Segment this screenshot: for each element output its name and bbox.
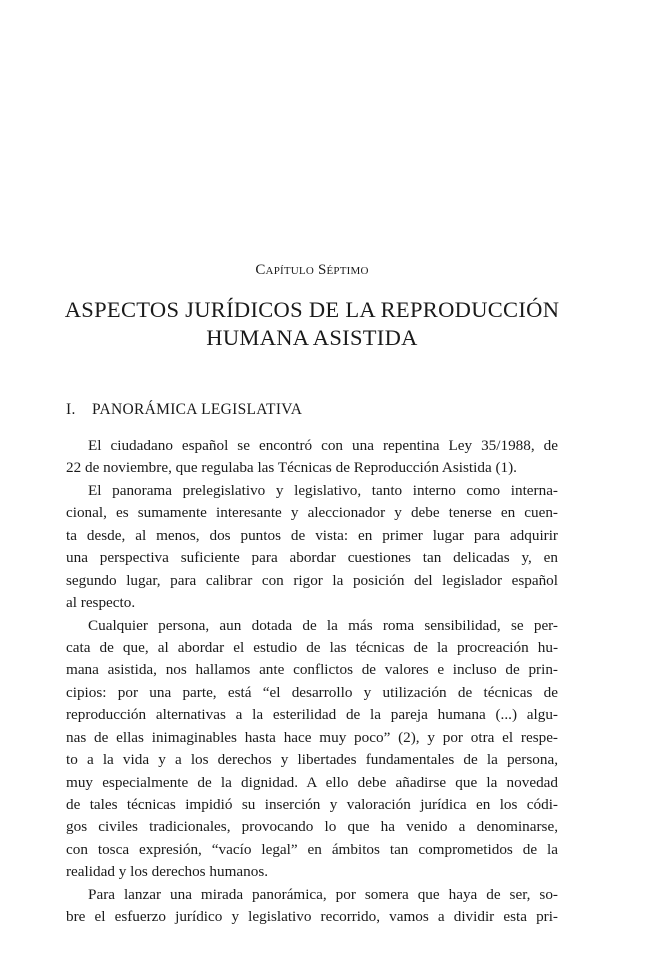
text-line: 22 de noviembre, que regulaba las Técnicas de Reproducción Asistida (1). (66, 459, 517, 477)
text-line: reproducción alternativas a la esterilidad de la pareja humana (...) algu- (66, 706, 558, 724)
body-text (66, 435, 558, 929)
text-line: una perspectiva suficiente para abordar cuestiones tan delicadas y, en (66, 549, 558, 567)
paragraph (66, 615, 558, 884)
paragraph (66, 480, 558, 615)
text-line: bre el esfuerzo jurídico y legislativo recorrido, vamos a dividir esta pri- (66, 908, 558, 926)
text-line: gos civiles tradicionales, provocando lo que ha venido a denominarse, (66, 818, 558, 836)
text-line: cata de que, al abordar el estudio de las técnicas de la procreación hu- (66, 638, 558, 656)
text-line: El ciudadano español se encontró con una repentina Ley 35/1988, de (88, 437, 558, 454)
chapter-title-line: ASPECTOS JURÍDICOS DE LA REPRODUCCIÓN (64, 297, 560, 322)
text-line: Para lanzar una mirada panorámica, por somera que haya de ser, so- (88, 885, 558, 903)
text-line: cional, es sumamente interesante y aleccionador y debe tenerse en cuen- (66, 504, 558, 522)
text-line: al respecto. (66, 594, 136, 612)
text-line: nas de ellas inimaginables hasta hace muy poco” (2), y por otra el respe- (66, 728, 558, 746)
paragraph (66, 435, 558, 480)
text-line: de tales técnicas impidió su inserción y valoración jurídica en los códi- (66, 796, 558, 813)
text-line: to a la vida y a los derechos y libertades fundamentales de la persona, (66, 751, 558, 769)
text-line: El panorama prelegislativo y legislativo, tanto interno como interna- (88, 481, 558, 499)
text-line: mana asistida, nos hallamos ante conflictos de valores e incluso de prin- (66, 661, 558, 679)
section-title: PANORÁMICA LEGISLATIVA (92, 401, 303, 418)
text-line: segundo lugar, para calibrar con rigor la posición del legislador español (66, 571, 558, 589)
text-line: muy especialmente de la dignidad. A ello debe añadirse que la novedad (66, 773, 558, 791)
text-line: con tosca expresión, “vacío legal” en ámbitos tan comprometidos de la (66, 840, 558, 858)
text-line: cipios: por una parte, está “el desarrollo y utilización de técnicas de (66, 683, 558, 701)
chapter-title-line: HUMANA ASISTIDA (206, 325, 418, 350)
text-line: realidad y los derechos humanos. (66, 863, 269, 881)
chapter-label: Capítulo Séptimo (255, 262, 369, 278)
text-line: Cualquier persona, aun dotada de la más roma sensibilidad, se per- (88, 616, 558, 634)
paragraph (66, 884, 558, 929)
text-line: ta desde, al menos, dos puntos de vista: en primer lugar para adquirir (66, 526, 558, 544)
section-number: I. (66, 401, 76, 418)
section-heading (66, 401, 302, 419)
chapter-title (40, 296, 584, 352)
